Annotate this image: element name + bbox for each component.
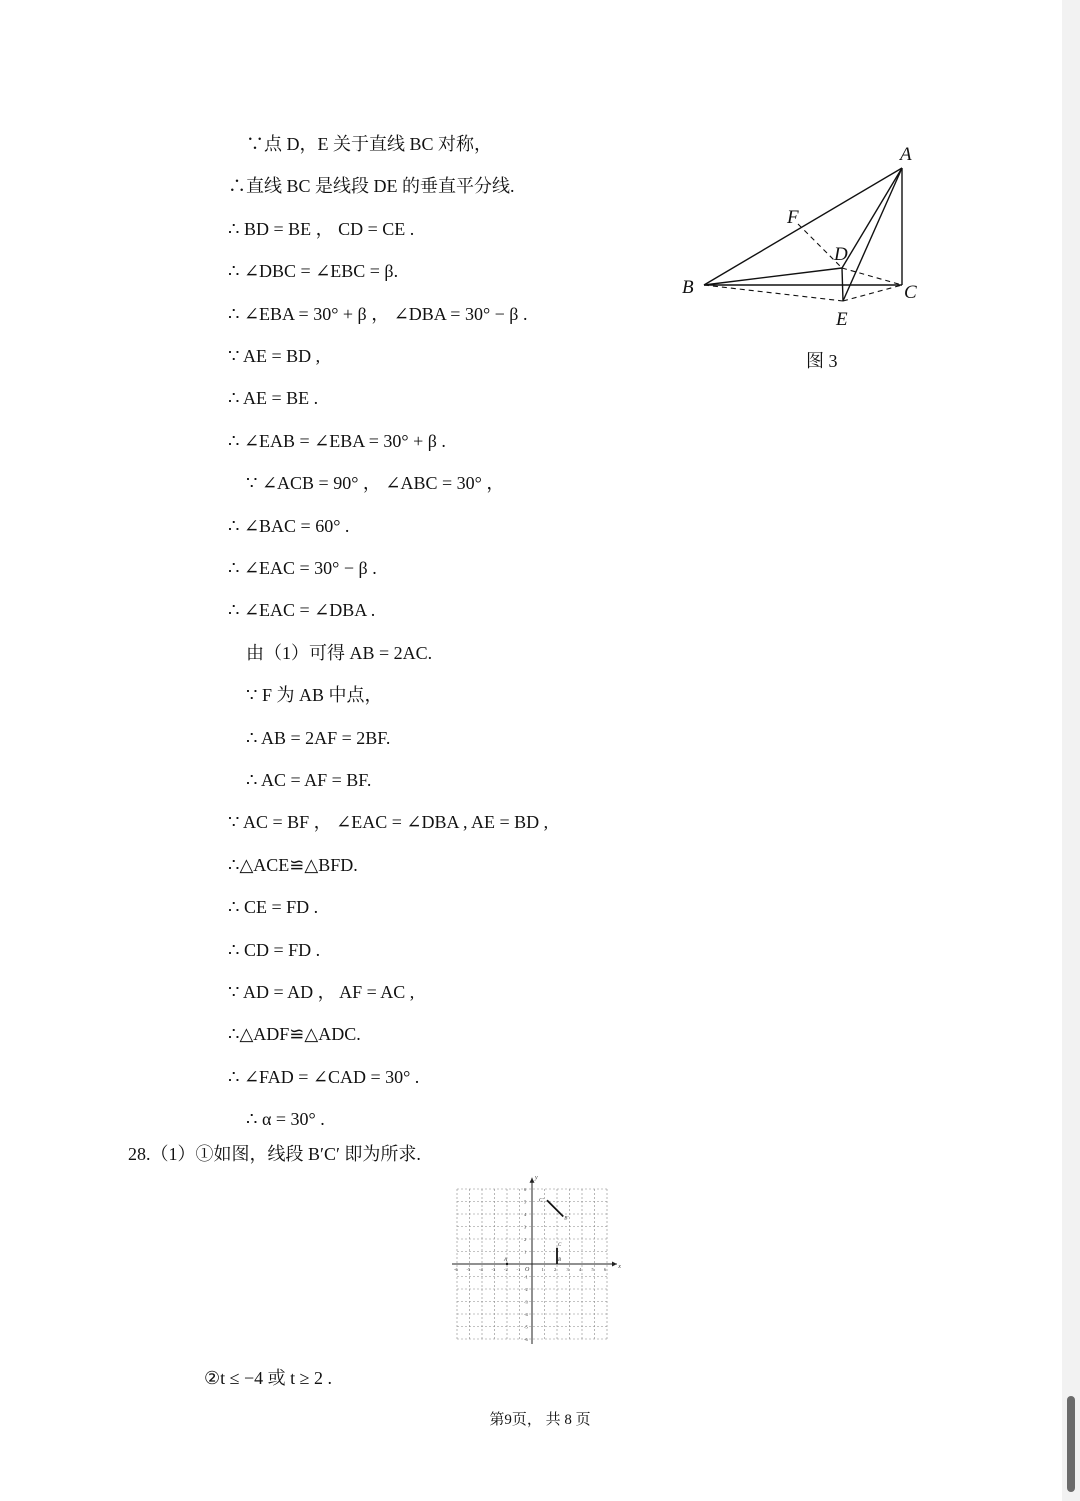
point-b-label: B <box>558 1258 562 1263</box>
y-tick-label: -6 <box>524 1337 528 1342</box>
label-b: B <box>682 277 694 298</box>
y-tick-label: 4 <box>524 1212 527 1217</box>
point-a <box>506 1263 508 1265</box>
proof-line: ∴ ∠BAC = 60° . <box>228 515 350 536</box>
x-tick-label: 4 <box>579 1267 582 1272</box>
proof-line: ∵ ∠ACB = 90° ， ∠ABC = 30° ， <box>246 473 505 494</box>
x-tick-label: -2 <box>504 1267 508 1272</box>
y-tick-label: -3 <box>524 1299 528 1305</box>
x-tick-label: 6 <box>604 1267 607 1272</box>
proof-line: ∴△ADF≌△ADC. <box>228 1024 361 1045</box>
question-28-part-2: ②t ≤ −4 或 t ≥ 2 . <box>204 1368 333 1388</box>
x-tick-label: 1 <box>541 1267 544 1272</box>
proof-line: ∴ CE = FD . <box>228 897 319 918</box>
segment-be-dashed <box>704 285 843 301</box>
label-d: D <box>834 244 848 265</box>
y-tick-label: -1 <box>524 1274 528 1280</box>
proof-line: ∴ ∠FAD = ∠CAD = 30° . <box>228 1066 420 1087</box>
label-a: A <box>900 144 912 165</box>
proof-line: ∴ BD = BE ， CD = CE . <box>228 218 415 239</box>
proof-line: ∴ CD = FD . <box>228 939 321 960</box>
segment-ae <box>843 168 902 301</box>
segment-ab <box>704 168 902 285</box>
proof-line: ∴△ACE≌△BFD. <box>228 854 358 875</box>
y-tick-label: 2 <box>524 1237 527 1242</box>
y-axis-label: y <box>535 1175 538 1181</box>
x-tick-label: 5 <box>591 1267 594 1272</box>
page-footer: 第9页， 共 8 页 <box>489 1412 591 1428</box>
segment-de <box>842 268 843 301</box>
proof-line: ∴ AE = BE . <box>228 388 319 409</box>
proof-line: ∴直线 BC 是线段 DE 的垂直平分线. <box>228 176 515 197</box>
label-f: F <box>787 207 799 228</box>
proof-line: ∵点 D，E 关于直线 BC 对称， <box>246 134 493 154</box>
x-tick-label: -3 <box>491 1267 496 1272</box>
y-tick-label: -2 <box>524 1287 528 1292</box>
y-tick-label: 5 <box>524 1199 527 1205</box>
label-c: C <box>904 282 917 303</box>
point-c-label: C <box>558 1242 562 1248</box>
point-c-prime-label: C′ <box>539 1198 544 1204</box>
proof-line: ∴ ∠EBA = 30° + β ， ∠DBA = 30° − β . <box>228 303 528 324</box>
segment-ad <box>842 168 902 268</box>
y-tick-label: 6 <box>524 1187 527 1192</box>
segment-ec-dashed <box>843 285 902 301</box>
figure-3-diagram <box>670 138 930 338</box>
y-axis-arrow <box>530 1178 535 1183</box>
proof-line: 由（1）可得 AB = 2AC. <box>246 642 433 663</box>
x-axis-label: x <box>618 1264 621 1270</box>
proof-line: ∵ AC = BF ， ∠EAC = ∠DBA , AE = BD , <box>228 812 549 833</box>
origin-label: O <box>525 1267 530 1273</box>
proof-line: ∴ ∠EAC = 30° − β . <box>228 558 377 578</box>
x-tick-label: 2 <box>554 1267 557 1272</box>
point-a-label: A <box>504 1258 508 1263</box>
scrollbar-track[interactable] <box>1062 0 1080 1501</box>
y-tick-label: 3 <box>524 1224 527 1230</box>
y-tick-label: -4 <box>524 1312 528 1317</box>
y-tick-label: 1 <box>524 1249 527 1255</box>
proof-line: ∵ AE = BD , <box>228 346 321 366</box>
coordinate-grid <box>455 1176 630 1341</box>
y-tick-label: -5 <box>524 1324 528 1330</box>
proof-line: ∴ ∠DBC = ∠EBC = β. <box>228 261 399 282</box>
x-tick-label: -6 <box>454 1267 458 1272</box>
label-e: E <box>836 309 848 330</box>
proof-line: ∴ ∠EAC = ∠DBA . <box>228 600 376 621</box>
scrollbar-thumb[interactable] <box>1067 1396 1075 1492</box>
x-tick-label: -4 <box>479 1267 483 1272</box>
figure-3-caption: 图 3 <box>806 351 838 371</box>
x-tick-label: 3 <box>566 1267 569 1272</box>
proof-line: ∴ ∠EAB = ∠EBA = 30° + β . <box>228 430 446 451</box>
x-axis-arrow <box>612 1262 617 1267</box>
proof-line: ∴ α = 30° . <box>246 1109 325 1130</box>
proof-line: ∴ AC = AF = BF. <box>246 770 372 790</box>
point-b-prime-label: B′ <box>564 1216 569 1222</box>
proof-line: ∵ AD = AD ， AF = AC , <box>228 982 415 1002</box>
x-tick-label: -5 <box>466 1267 471 1272</box>
proof-line: ∵ F 为 AB 中点， <box>246 685 383 706</box>
segment-bd <box>704 268 842 285</box>
proof-line: ∴ AB = 2AF = 2BF. <box>246 727 391 748</box>
x-tick-label: -1 <box>516 1267 521 1272</box>
question-28-part-1: 28.（1）①如图，线段 B′C′ 即为所求. <box>128 1144 421 1164</box>
